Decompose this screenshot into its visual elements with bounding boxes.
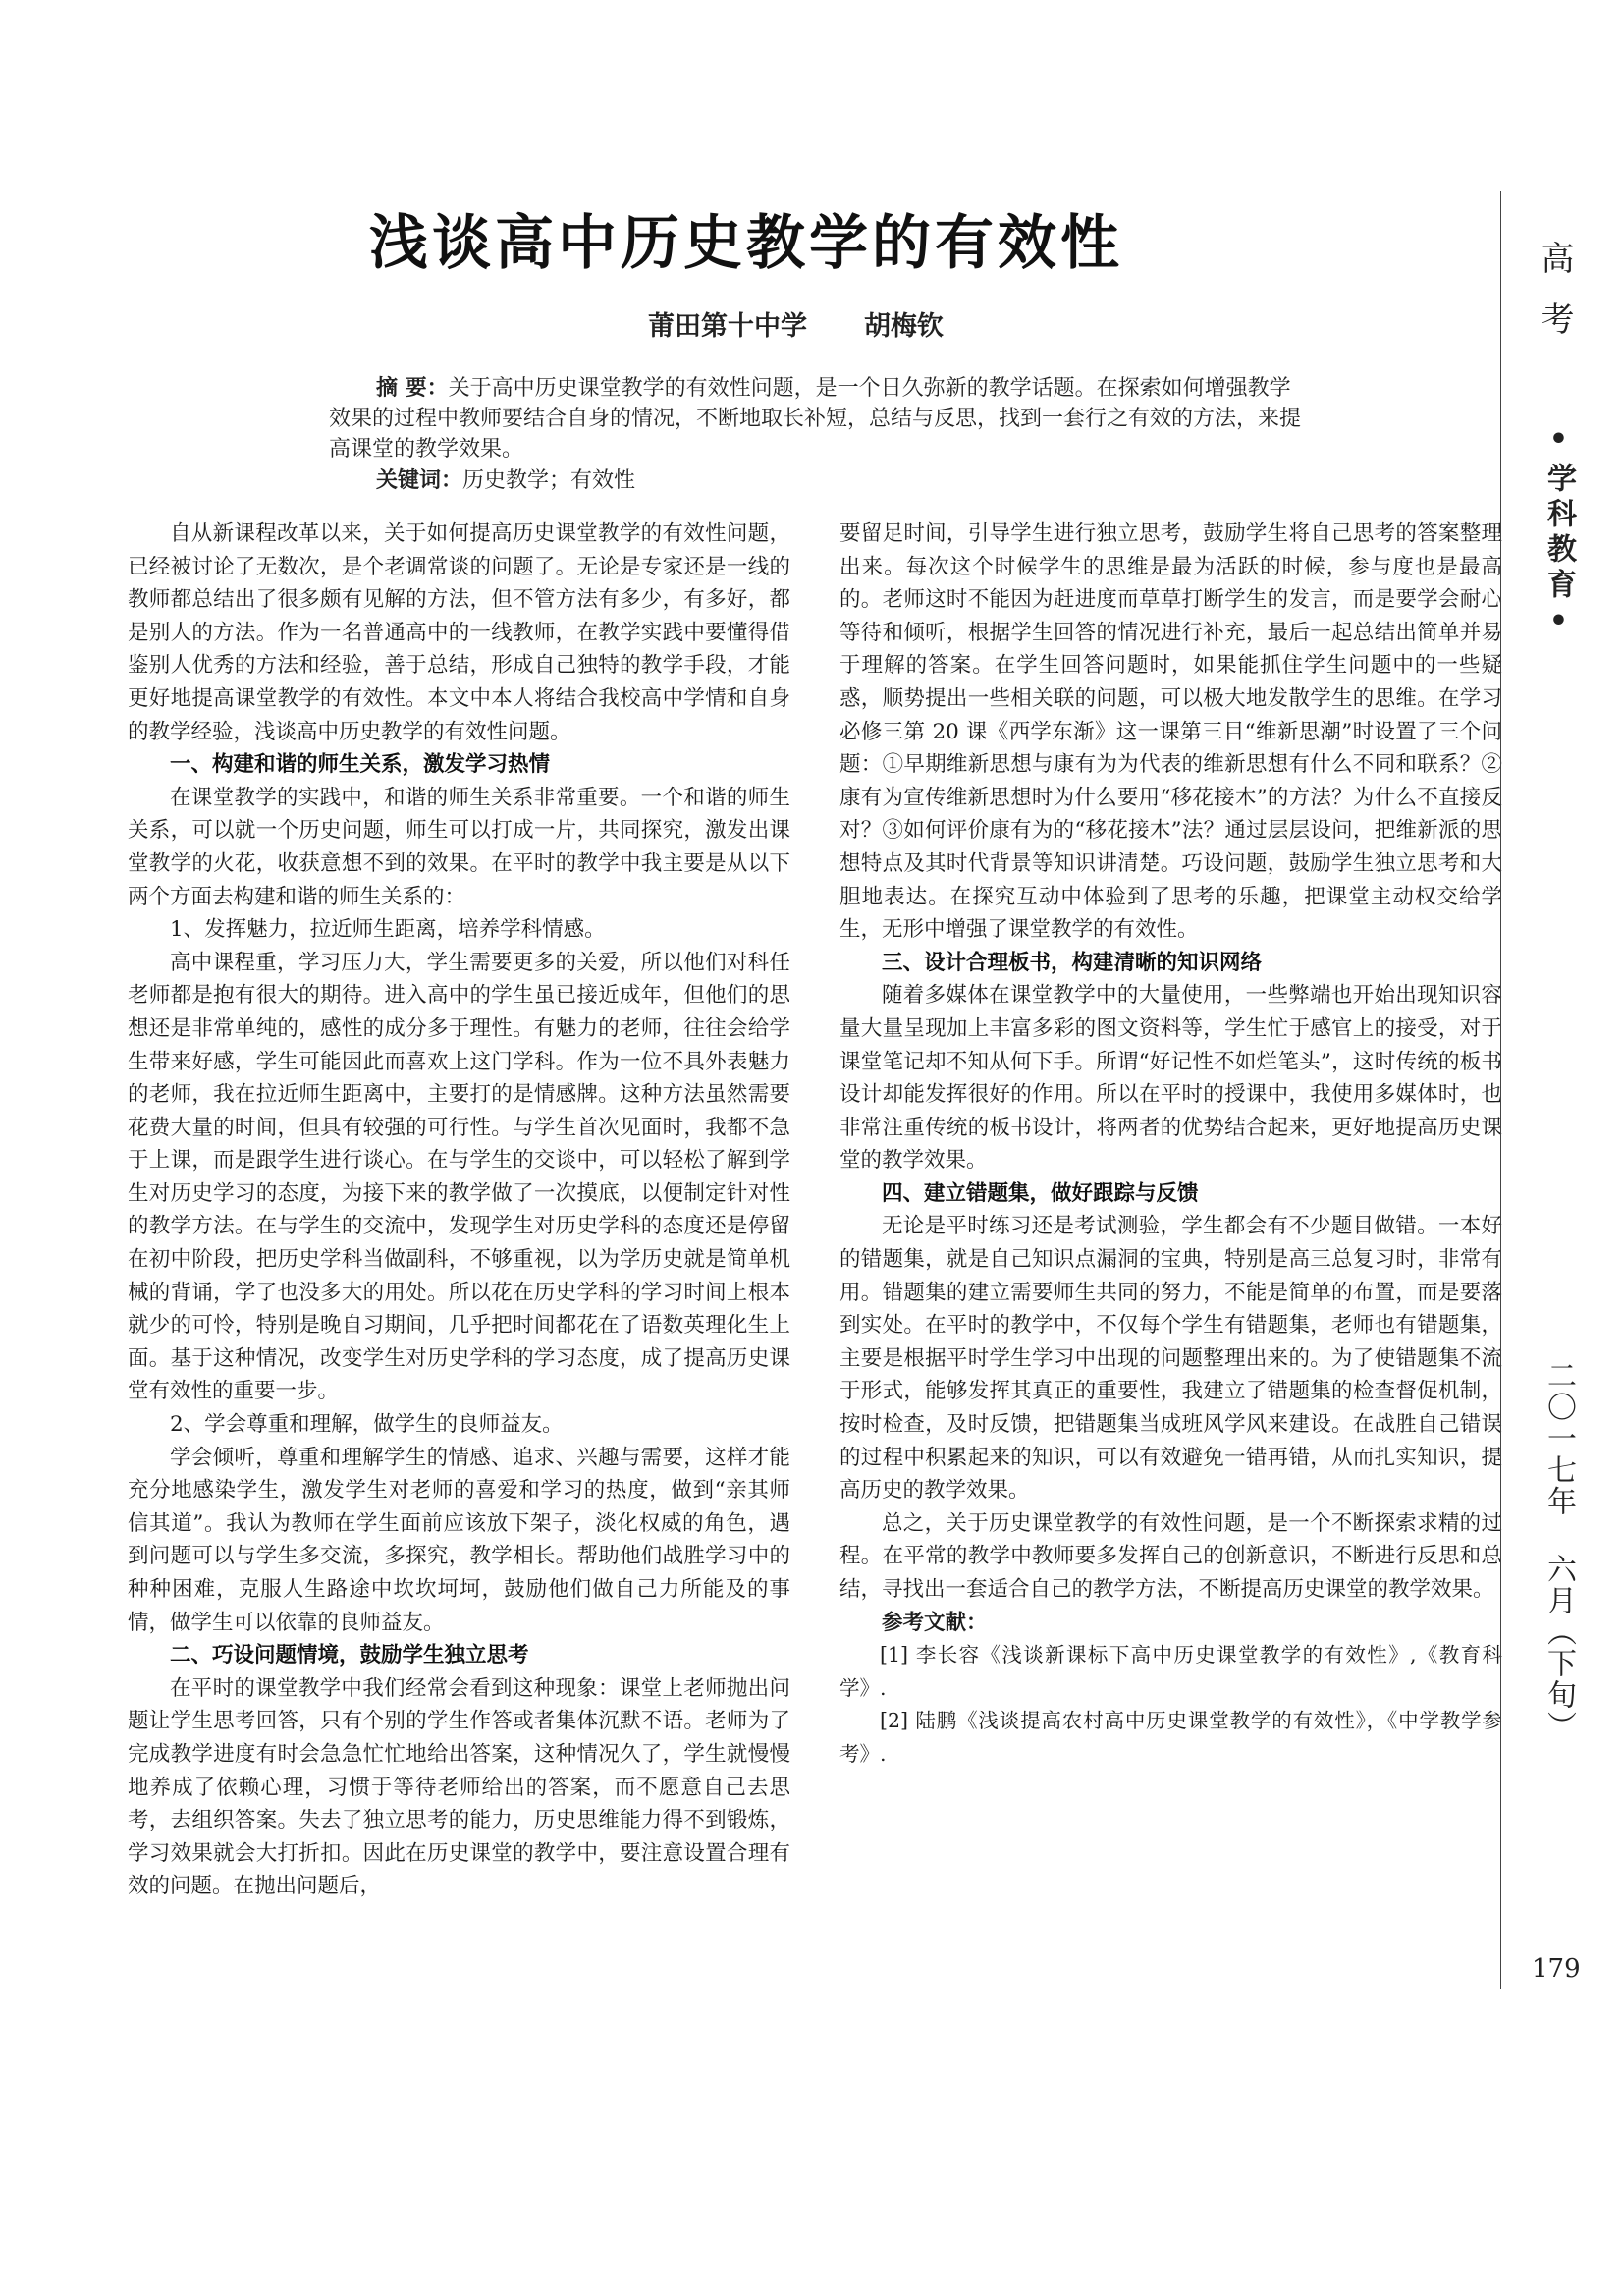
references-title: 参考文献： bbox=[882, 1610, 988, 1635]
keywords bbox=[376, 465, 635, 496]
keywords-label: 关键词： bbox=[376, 468, 463, 493]
paragraph: 随着多媒体在课堂教学中的大量使用，一些弊端也开始出现知识容量大量呈现加上丰富多彩的图文资料等，学生忙于感官上的接受，对于课堂笔记却不知从何下手。所谓“好记性不如烂笔头”，这时传统的板书设计却能发挥很好的作用。所以在平时的授课中，我使用多媒体时，也非常注重传统的板书设计，将两者的优势结合起来，更好地提高历史课堂的教学效果。 bbox=[839, 983, 1502, 1174]
subsection-heading: 1、发挥魅力，拉近师生距离，培养学科情感。 bbox=[170, 917, 606, 943]
paragraph: 高中课程重，学习压力大，学生需要更多的关爱，所以他们对科任老师都是抱有很大的期待。进入高中的学生虽已接近成年，但他们的思想还是非常单纯的，感性的成分多于理性。有魅力的老师，往往会给学生带来好感，学生可能因此而喜欢上这门学科。作为一位不具外表魅力的老师，我在拉近师生距离中，主要打的是情感牌。这种方法虽然需要花费大量的时间，但具有较强的可行性。与学生首次见面时，我都不急于上课，而是跟学生进行谈心。在与学生的交谈中，可以轻松了解到学生对历史学习的态度，为接下来的教学做了一次摸底，以便制定针对性的教学方法。在与学生的交流中，发现学生对历史学科的态度还是停留在初中阶段，把历史学科当做副科，不够重视，以为学历史就是简单机械的背诵，学了也没多大的用处。所以花在历史学科的学习时间上根本就少的可怜，特别是晚自习期间，几乎把时间都花在了语数英理化生上面。基于这种情况，改变学生对历史学科的学习态度，成了提高历史课堂有效性的重要一步。 bbox=[128, 950, 790, 1404]
paragraph-continued: 要留足时间，引导学生进行独立思考，鼓励学生将自己思考的答案整理出来。每次这个时候学生的思维是最为活跃的时候，参与度也是最高的。老师这时不能因为赶进度而草草打断学生的发言，而是要学会耐心等待和倾听，根据学生回答的情况进行补充，最后一起总结出简单并易于理解的答案。在学生回答问题时，如果能抓住学生问题中的一些疑惑，顺势提出一些相关联的问题，可以极大地发散学生的思维。在学习必修三第 20 课《西学东渐》这一课第三目“维新思潮”时设置了三个问题：①早期维新思想与康有为为代表的维新思想有什么不同和联系？②康有为宣传维新思想时为什么要用“移花接木”的方法？为什么不直接反对？③如何评价康有为的“移花接木”法？通过层层设问，把维新派的思想特点及其时代背景等知识讲清楚。巧设问题，鼓励学生独立思考和大胆地表达。在探究互动中体验到了思考的乐趣，把课堂主动权交给学生，无形中增强了课堂教学的有效性。 bbox=[839, 521, 1502, 943]
section-name: •学科教育• bbox=[1542, 422, 1576, 644]
section-heading-1: 一、构建和谐的师生关系，激发学习热情 bbox=[170, 752, 551, 778]
abstract-text: 关于高中历史课堂教学的有效性问题，是一个日久弥新的教学话题。在探索如何增强教学效果的过程中教师要结合自身的情况，不断地取长补短，总结与反思，找到一套行之有效的方法，来提高课堂的教学效果。 bbox=[329, 376, 1302, 462]
reference-item: [1] 李长容《浅谈新课标下高中历史课堂教学的有效性》,《教育科学》. bbox=[839, 1643, 1502, 1700]
author-name: 胡梅钦 bbox=[864, 311, 944, 342]
paragraph: 学会倾听，尊重和理解学生的情感、追求、兴趣与需要，这样才能充分地感染学生，激发学生对老师的喜爱和学习的热度，做到“亲其师信其道”。我认为教师在学生面前应该放下架子，淡化权威的角色，遇到问题可以与学生多交流，多探究，教学相长。帮助他们战胜学习中的种种困难，克服人生路途中坎坎坷坷，鼓励他们做自己力所能及的事情，做学生可以依靠的良师益友。 bbox=[128, 1445, 790, 1635]
section-heading-3: 三、设计合理板书，构建清晰的知识网络 bbox=[882, 950, 1263, 975]
issue-date: 二〇一七年 六月（下旬） bbox=[1542, 1360, 1576, 1742]
journal-name: 高考 bbox=[1535, 241, 1574, 362]
reference-item: [2] 陆鹏《浅谈提高农村高中历史课堂教学的有效性》，《中学教学参考》. bbox=[839, 1709, 1502, 1766]
paragraph: 无论是平时练习还是考试测验，学生都会有不少题目做错。一本好的错题集，就是自己知识点漏洞的宝典，特别是高三总复习时，非常有用。错题集的建立需要师生共同的努力，不能是简单的布置，而是要落到实处。在平时的教学中，不仅每个学生有错题集，老师也有错题集，主要是根据平时学生学习中出现的问题整理出来的。为了使错题集不流于形式，能够发挥其真正的重要性，我建立了错题集的检查督促机制，按时检查，及时反馈，把错题集当成班风学风来建设。在战胜自己错误的过程中积累起来的知识，可以有效避免一错再错，从而扎实知识，提高历史的教学效果。 bbox=[839, 1214, 1502, 1503]
sidebar-divider bbox=[1500, 191, 1501, 1989]
page-number: 179 bbox=[1532, 1954, 1581, 1984]
paragraph: 在课堂教学的实践中，和谐的师生关系非常重要。一个和谐的师生关系，可以就一个历史问题，师生可以打成一片，共同探究，激发出课堂教学的火花，收获意想不到的效果。在平时的教学中我主要是从以下两个方面去构建和谐的师生关系的： bbox=[128, 785, 790, 909]
keywords-text: 历史教学；有效性 bbox=[462, 468, 636, 493]
abstract-label: 摘 要： bbox=[376, 376, 449, 401]
article-title: 浅谈高中历史教学的有效性 bbox=[369, 209, 1123, 278]
subsection-heading: 2、学会尊重和理解，做学生的良师益友。 bbox=[170, 1412, 564, 1438]
author-line bbox=[648, 304, 944, 343]
paragraph-intro: 自从新课程改革以来，关于如何提高历史课堂教学的有效性问题，已经被讨论了无数次，是个老调常谈的问题了。无论是专家还是一线的教师都总结出了很多颇有见解的方法，但不管方法有多少，有多好，都是别人的方法。作为一名普通高中的一线教师，在教学实践中要懂得借鉴别人优秀的方法和经验，善于总结，形成自己独特的教学手段，才能更好地提高课堂教学的有效性。本文中本人将结合我校高中学情和自身的教学经验，浅谈高中历史教学的有效性问题。 bbox=[128, 521, 790, 744]
paragraph-conclusion: 总之，关于历史课堂教学的有效性问题，是一个不断探索求精的过程。在平常的教学中教师要多发挥自己的创新意识，不断进行反思和总结，寻找出一套适合自己的教学方法，不断提高历史课堂的教学效果。 bbox=[839, 1510, 1502, 1602]
paragraph: 在平时的课堂教学中我们经常会看到这种现象：课堂上老师抛出问题让学生思考回答，只有个别的学生作答或者集体沉默不语。老师为了完成教学进度有时会急急忙忙地给出答案，这种情况久了，学生就慢慢地养成了依赖心理，习惯于等待老师给出的答案，而不愿意自己去思考，去组织答案。失去了独立思考的能力，历史思维能力得不到锻炼，学习效果就会大打折扣。因此在历史课堂的教学中，要注意设置合理有效的问题。在抛出问题后， bbox=[128, 1675, 790, 1899]
body-column-right bbox=[839, 518, 1502, 1772]
author-affiliation: 莆田第十中学 bbox=[648, 311, 807, 342]
section-heading-4: 四、建立错题集，做好跟踪与反馈 bbox=[882, 1180, 1199, 1206]
abstract bbox=[329, 373, 1311, 465]
body-column-left bbox=[128, 518, 790, 1903]
section-heading-2: 二、巧设问题情境，鼓励学生独立思考 bbox=[170, 1643, 529, 1668]
